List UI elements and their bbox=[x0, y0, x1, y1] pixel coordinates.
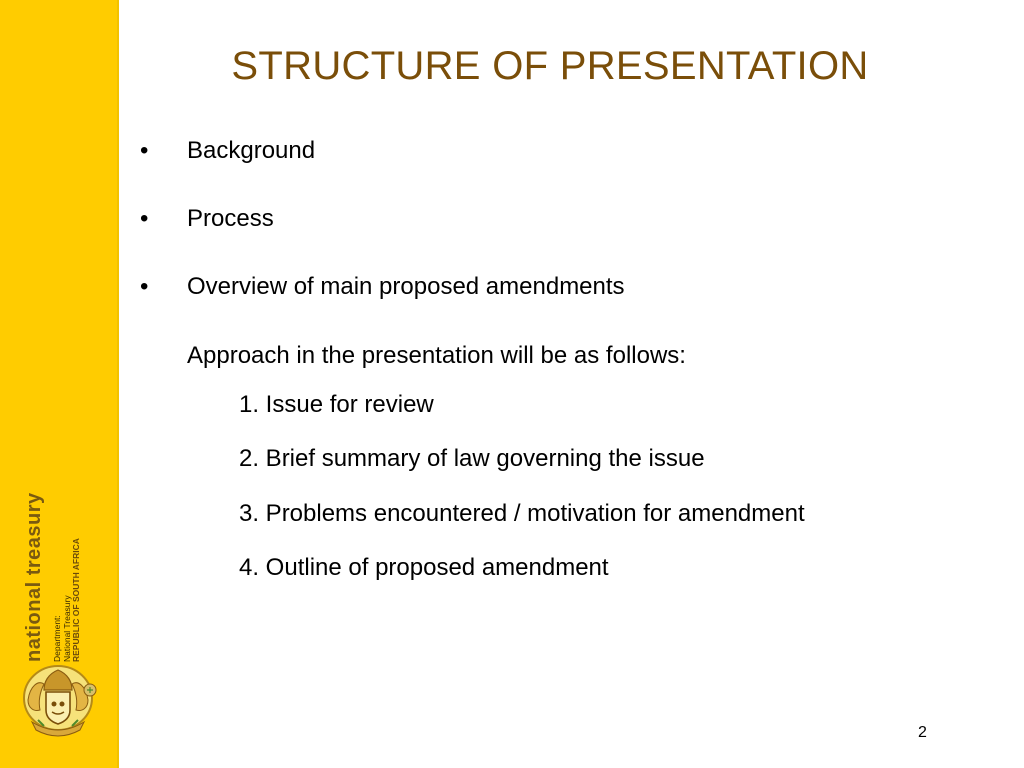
branding bbox=[0, 0, 117, 768]
step-item-2: 2. Brief summary of law governing the issue bbox=[239, 445, 705, 472]
bullet-text: Overview of main proposed amendments bbox=[187, 273, 625, 300]
bullet-text: Process bbox=[187, 205, 274, 232]
brand-name: national treasury bbox=[23, 492, 45, 662]
approach-intro: Approach in the presentation will be as follows: bbox=[187, 342, 686, 369]
sidebar-edge bbox=[117, 0, 119, 768]
bullet-icon: • bbox=[140, 137, 149, 164]
brand-republic: REPUBLIC OF SOUTH AFRICA bbox=[71, 538, 81, 662]
bullet-text: Background bbox=[187, 137, 316, 164]
page-number: 2 bbox=[918, 724, 927, 741]
page-title: STRUCTURE OF PRESENTATION bbox=[231, 44, 869, 88]
brand-treasury: National Treasury bbox=[61, 595, 72, 662]
step-item-4: 4. Outline of proposed amendment bbox=[239, 554, 609, 581]
brand-department: Department: bbox=[52, 615, 62, 662]
bullet-icon: • bbox=[140, 205, 149, 232]
step-item-3: 3. Problems encountered / motivation for amendment bbox=[239, 500, 805, 527]
bullet-icon: • bbox=[140, 273, 149, 300]
brand-text-block bbox=[22, 492, 82, 662]
step-item-1: 1. Issue for review bbox=[239, 391, 434, 418]
coat-of-arms-icon bbox=[14, 660, 102, 742]
